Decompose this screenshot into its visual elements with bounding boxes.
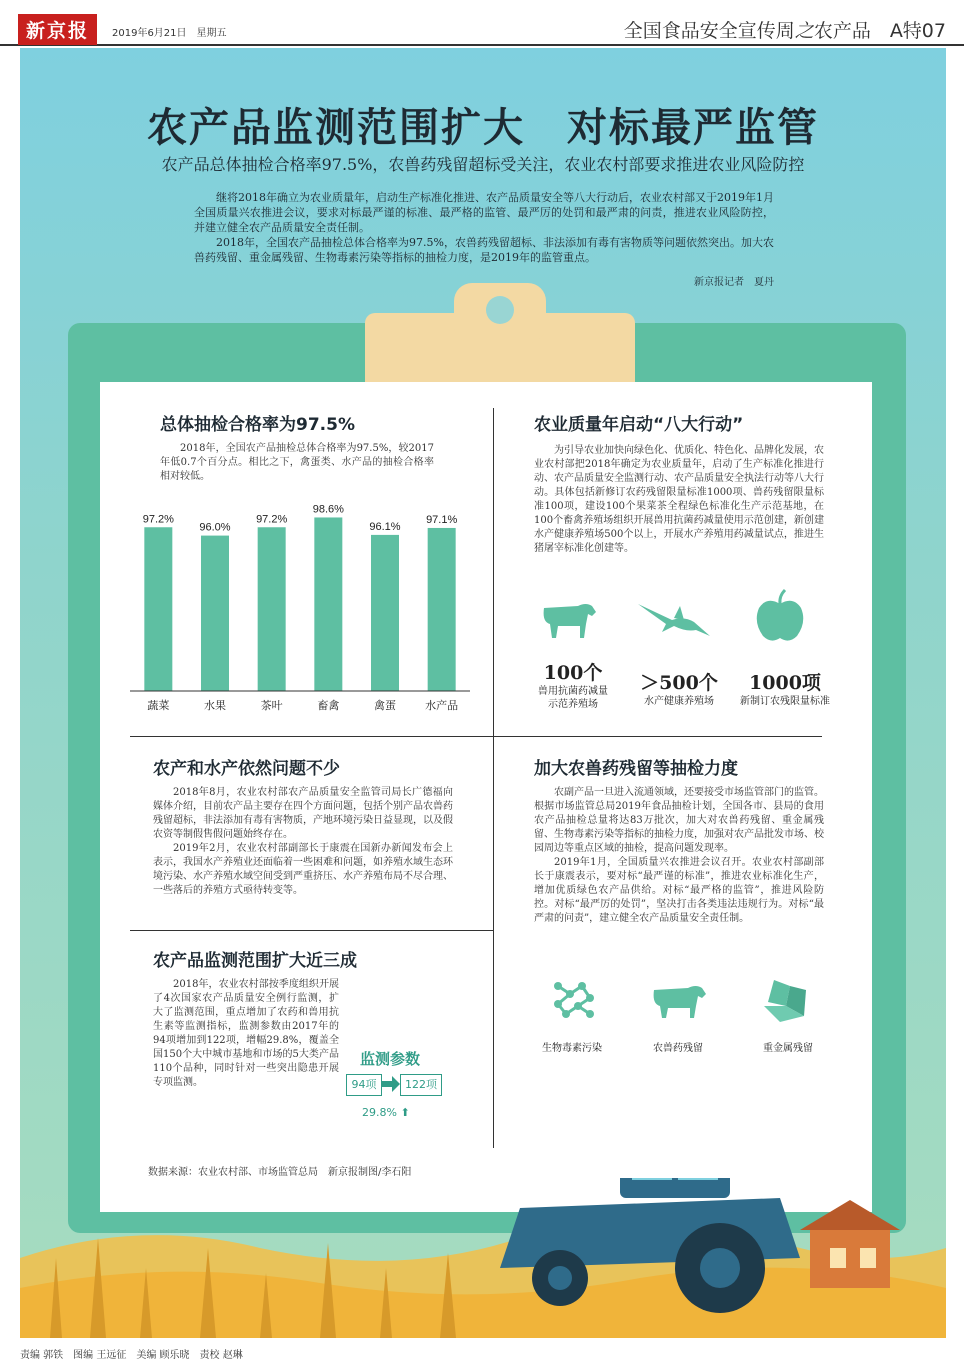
clipboard-clip-hole: [486, 296, 514, 324]
editor-credits: 责编 郭铁 图编 王远征 美编 顾乐晓 责校 赵琳: [20, 1350, 243, 1361]
fish-icon: [634, 596, 714, 642]
paragraph: 2018年，农业农村部按季度组织开展了4次国家农产品质量安全例行监测，扩大了监测范围，重点增加了农药和兽用抗生素等监测指标，监测参数由2017年的94项增加到122项，增幅29.8%，覆盖全国150个大中城市基地和市场的5大类产品110个品种，同时针对一些突出隐患开展专项监测。: [153, 979, 339, 1088]
icon-label: 农兽药残留: [653, 1043, 703, 1054]
section-text-problems: [153, 786, 453, 898]
apple-icon: [753, 588, 807, 644]
stat-residue-standards: [720, 668, 850, 708]
category-label: 禽蛋: [374, 699, 396, 712]
monitor-to-box: 122项: [400, 1074, 442, 1096]
section-title: [624, 16, 946, 43]
icon-label: 生物毒素污染: [542, 1043, 602, 1054]
paragraph: 农副产品一旦进入流通领域，还要接受市场监管部门的监管。根据市场监管总局2019年食品抽检计划，全国各市、县局的食用农产品抽检总量将达83万批次，加大对农兽药残留、重金属残留、生物毒素污染等指标的抽检力度，加强对农产品批发市场、校园周边等重点区域的抽检，提高问题发现率。: [534, 787, 824, 854]
section-title-residue: 加大农兽药残留等抽检力度: [534, 759, 738, 779]
lead-text: [194, 190, 774, 265]
bar-水产品: [428, 528, 456, 691]
stat-label: 新制订农残限量标准: [740, 696, 830, 707]
stat-aquaculture-farms: [624, 668, 734, 708]
stat-label: 示范养殖场: [548, 699, 598, 710]
section-text-pass-rate: [160, 442, 434, 484]
lead-paragraph: 继将2018年确立为农业质量年，启动生产标准化推进、农产品质量安全等八大行动后，农业农村部又于2019年1月全国质量兴农推进会议，要求对标最严谨的标准、最严格的监管、最严厉的处罚和最严肃的问责，推进农业风险防控，并建立健全农产品质量安全责任制。: [194, 191, 774, 234]
infographic-poster: [20, 48, 946, 1338]
stat-label: 兽用抗菌药减量: [538, 686, 608, 697]
column-divider: [493, 408, 494, 768]
section-text-residue: [534, 786, 824, 926]
stat-demo-farms: [518, 658, 628, 711]
stat-number: ＞500个: [640, 672, 718, 694]
data-label: 97.2%: [256, 513, 288, 526]
paragraph: 2019年1月，全国质量兴农推进会议召开。农业农村部副部长于康震表示，要对标“最严谨的标准”，推进农业标准化生产，增加优质绿色农产品供给。对标“最严格的监管”，推进风险防控。对标“最严厉的处罚”，坚决打击各类违法违规行为。对标“最严肃的问责”，建立健全农产品质量安全责任制。: [534, 857, 824, 924]
masthead: [0, 0, 964, 46]
category-label: 畜禽: [317, 699, 340, 712]
bar-畜禽: [314, 517, 342, 691]
bar-蔬菜: [144, 527, 172, 691]
row-divider: [130, 930, 493, 931]
row-divider: [130, 736, 822, 737]
monitor-increase: 29.8% ⬆: [362, 1106, 410, 1119]
icon-label: 重金属残留: [763, 1043, 813, 1054]
category-label: 水果: [204, 699, 226, 712]
paragraph: 2019年2月，农业农村部副部长于康震在国新办新闻发布会上表示，我国水产养殖业还面临着一些困难和问题，如养殖水域生态环境污染、水产养殖水域空间受到严重挤压、水产养殖布局不尽合理、一些落后的养殖方式亟待转变等。: [153, 843, 453, 896]
section-text-quality-year: [534, 444, 824, 556]
monitor-from-box: 94项: [346, 1074, 382, 1096]
stat-number: 1000项: [749, 672, 821, 694]
section-title-pass-rate: 总体抽检合格率为97.5%: [160, 415, 355, 435]
headline: 农产品监测范围扩大 对标最严监管: [147, 105, 819, 151]
monitor-params-title: 监测参数: [360, 1050, 421, 1068]
data-label: 96.1%: [369, 520, 401, 533]
arrow-right-icon: [382, 1076, 400, 1092]
paragraph: 2018年8月，农业农村部农产品质量安全监管司局长广德福向媒体介绍，目前农产品主要存在四个方面问题，包括个别产品农兽药残留超标，非法添加有毒有害物质，产地环境污染日益显现，以及假农资等制假售假问题始终存在。: [153, 787, 453, 840]
newspaper-logo: 新京报: [18, 14, 97, 45]
issue-date: 2019年6月21日 星期五: [112, 28, 227, 39]
section-title-scope: 农产品监测范围扩大近三成: [153, 951, 357, 971]
section-title-quality-year: 农业质量年启动“八大行动”: [534, 415, 744, 435]
subheadline: 农产品总体抽检合格率97.5%，农兽药残留超标受关注，农业农村部要求推进农业风险防控: [161, 155, 805, 174]
section-text-scope: [153, 978, 339, 1090]
paragraph: 2018年，全国农产品抽检总体合格率为97.5%，较2017年低0.7个百分点。相比之下，禽蛋类、水产品的抽检合格率相对较低。: [160, 443, 434, 482]
stat-number: 100个: [543, 662, 603, 684]
molecule-icon: [550, 976, 598, 1022]
section-page: 农产品 A特07: [813, 20, 946, 42]
lead-paragraph: 2018年，全国农产品抽检总体合格率为97.5%，农兽药残留超标、非法添加有毒有害物质等问题依然突出。加大农兽药残留、重金属残留、生物毒素污染等指标的抽检力度，是2019年的监管重点。: [194, 236, 774, 264]
data-label: 96.0%: [199, 521, 231, 534]
bar-禽蛋: [371, 535, 399, 691]
section-name: 全国食品安全宣传周: [623, 20, 795, 42]
section-title-problems: 农产和水产依然问题不少: [153, 759, 340, 779]
bar-chart-svg: [130, 493, 470, 723]
category-label: 水产品: [425, 699, 459, 712]
data-label: 98.6%: [312, 503, 344, 516]
paragraph: 为引导农业加快向绿色化、优质化、特色化、品牌化发展，农业农村部把2018年确定为农业质量年，启动了生产标准化推进行动、农产品质量安全监测行动、农产品质量安全执法行动等八大行动。具体包括新修订农药残留限量标准1000项、兽药残留限量标准100项，建设100个果菜茶全程绿色标准化生产示范基地，在100个畜禽养殖场组织开展兽用抗菌药减量使用示范创建，新创建水产健康养殖场500个以上，开展水产养殖用药减量试点，推进生猪屠宰标准化创建等。: [534, 445, 824, 554]
data-label: 97.1%: [426, 513, 458, 526]
stat-label: 水产健康养殖场: [644, 696, 714, 707]
category-label: 蔬菜: [147, 699, 170, 712]
data-source: 数据来源：农业农村部、市场监管总局 新京报制图/李石阳: [148, 1167, 412, 1178]
crystal-icon: [760, 976, 812, 1024]
section-connector: 之: [794, 20, 814, 42]
category-label: 茶叶: [260, 699, 283, 712]
column-divider: [493, 738, 494, 1148]
data-label: 97.2%: [142, 513, 174, 526]
farm-scene-illustration: [20, 1178, 946, 1338]
cow-icon: [648, 980, 710, 1022]
bar-茶叶: [258, 527, 286, 691]
cow-icon: [538, 596, 600, 642]
byline: 新京报记者 夏丹: [694, 277, 774, 288]
bar-水果: [201, 536, 229, 691]
pass-rate-bar-chart: [130, 493, 470, 723]
